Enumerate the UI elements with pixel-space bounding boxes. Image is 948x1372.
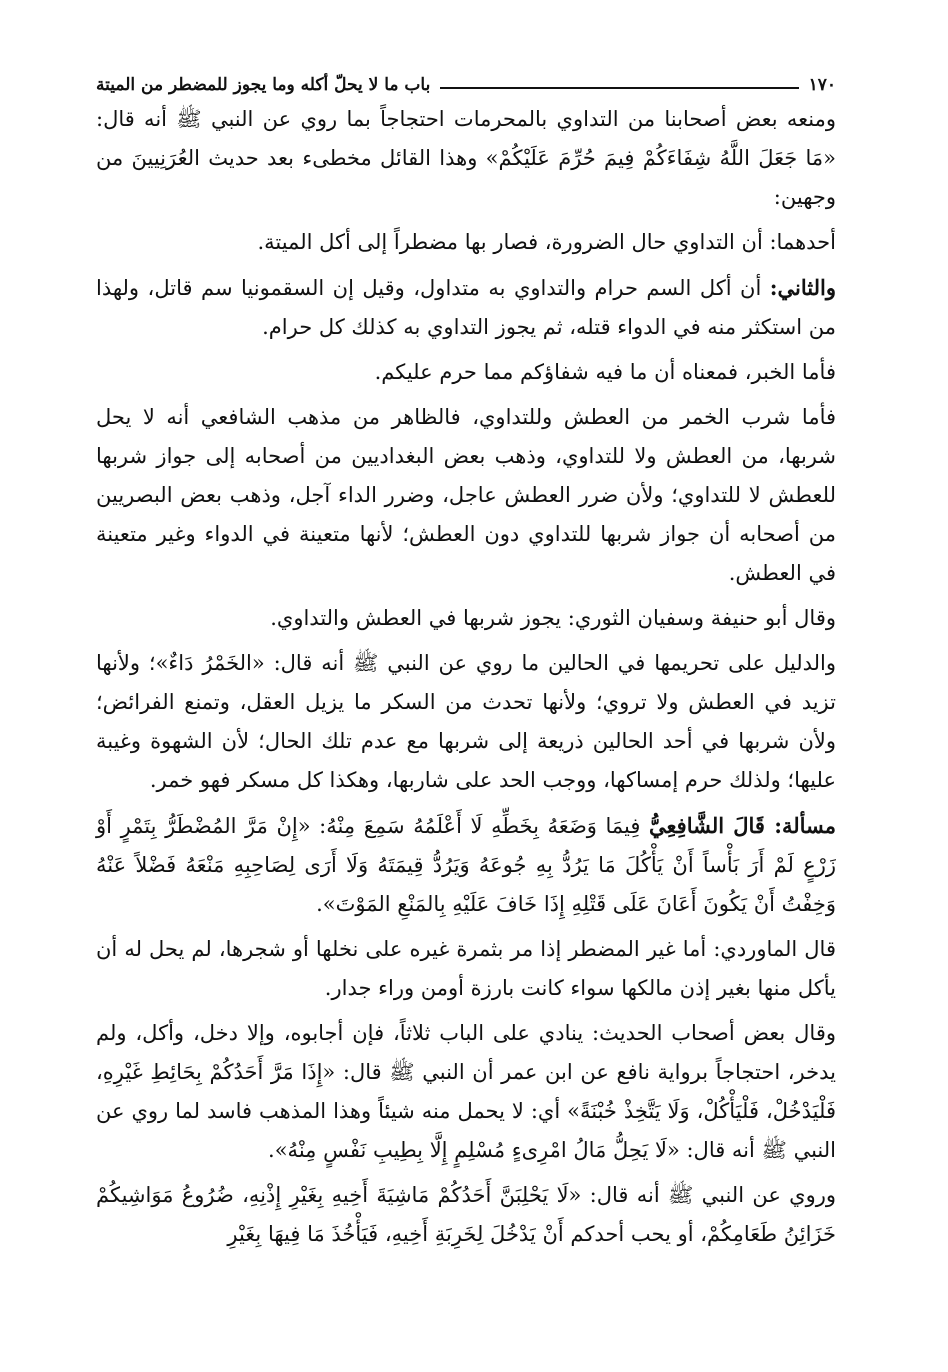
paragraph-7 [96,644,836,800]
paragraph-1 [96,100,836,217]
header-rule [440,87,798,89]
paragraph-text: ومنعه بعض أصحابنا من التداوي بالمحرمات احتجاجاً بما روي عن النبي ﷺ أنه قال: «مَا جَعَلَ اللَّهُ شِفَاءَكُمْ فِيمَ حُرِّمَ عَلَيْكُمْ» وهذا القائل مخطىء بعد حديث العُرَنِيينَ من وجهين: [96,107,836,209]
page-header [96,70,836,100]
paragraph-6 [96,599,836,638]
paragraph-text: قال الماوردي: أما غير المضطر إذا مر بثمرة غيره على نخلها أو شجرها، لم يحل له أن يأكل منها بغير إذن مالكها سواء كانت بارزة أومن وراء جدار. [96,937,836,1000]
page-number: ١٧٠ [808,75,836,95]
running-title: باب ما لا يحلّ أكله وما يجوز للمضطر من الميتة [96,75,431,95]
paragraph-11 [96,1176,836,1254]
paragraph-8-masala [96,806,836,924]
paragraph-text: أحدهما: أن التداوي حال الضرورة، فصار بها مضطراً إلى أكل الميتة. [257,230,836,254]
paragraph-text: فأما شرب الخمر من العطش وللتداوي، فالظاهر من مذهب الشافعي أنه لا يحل شربها، من العطش ولا للتداوي، وذهب بعض البغداديين من أصحابه إلى جواز شربها للعطش لا للتداوي؛ ولأن ضرر العطش عاجل، وضرر الداء آجل، وذهب بعض البصريين من أصحابه أن جواز شربها للتداوي دون العطش؛ لأنها متعينة في الدواء وغير متعينة في العطش. [96,405,836,585]
paragraph-2 [96,223,836,262]
paragraph-9 [96,930,836,1008]
paragraph-text: فِيمَا وَضَعَهُ بِخَطِّهِ لَا أَعْلَمُهُ سَمِعَ مِنْهُ: «إِنْ مَرَّ المُضْطَرُّ بِتَمْرٍ أَوْ زَرْعٍ لَمْ أَرَ بَأْساً أَنْ يَأْكُلَ مَا يَرُدُّ بِهِ جُوعَهُ وَيَرُدُّ قِيمَتَهُ وَلَا أَرَى لِصَاحِبِهِ مَنْعَهُ فَضْلاً عَنْهُ وَخِفْتُ أَنْ يَكُونَ أَعَانَ عَلَى قَتْلِهِ إِذَا خَافَ عَلَيْهِ بِالمَنْعِ المَوْتَ». [96,814,836,916]
paragraph-text: فأما الخبر، فمعناه أن ما فيه شفاؤكم مما حرم عليكم. [374,360,836,384]
paragraph-lead: والثاني: [769,275,836,300]
paragraph-5 [96,398,836,593]
paragraph-text: وروي عن النبي ﷺ أنه قال: «لَا يَحْلِبَنَّ أَحَدُكُمْ مَاشِيَةَ أَخِيهِ بِغَيْرِ إِذْنِهِ، ضُرُوعُ مَوَاشِيكُمْ خَزَائِنُ طَعَامِكُمْ، أو يحب أحدكم أَنْ يَدْخُلَ لِخَرِبَةِ أَخِيهِ، فَيَأْخُذَ مَا فِيهَا بِغَيْرِ [96,1183,836,1246]
masala-lead: مسألة: قَالَ الشَّافِعِيُّ [649,813,836,838]
paragraph-text: أن أكل السم حرام والتداوي به متداول، وقيل إن السقمونيا سم قاتل، ولهذا من استكثر منه في الدواء قتله، ثم يجوز التداوي به كذلك كل حرام. [96,276,836,339]
paragraph-text: وقال بعض أصحاب الحديث: ينادي على الباب ثلاثاً، فإن أجابوه، وإلا دخل، وأكل، ولم يدخر، احتجاجاً برواية نافع عن ابن عمر أن النبي ﷺ قال: «إِذَا مَرَّ أَحَدُكُمْ بِحَائِطِ غَيْرِهِ، فَلْيَدْخُلْ، فَلْيَأْكُلْ، وَلَا يَتَّخِذْ خُبْنَةً» أي: لا يحمل منه شيئاً وهذا المذهب فاسد لما روي عن النبي ﷺ أنه قال: «لَا يَحِلُّ مَالُ امْرِىءٍ مُسْلِمٍ إِلَّا بِطِيبِ نَفْسٍ مِنْهُ». [96,1021,836,1162]
book-page [96,70,836,1372]
paragraph-4 [96,353,836,392]
paragraph-text: والدليل على تحريمها في الحالين ما روي عن النبي ﷺ أنه قال: «الخَمْرُ دَاءٌ»؛ ولأنها تزيد في العطش ولا تروي؛ ولأنها تحدث من السكر ما يزيل العقل، وتمنع الفرائض؛ ولأن شربها في أحد الحالين ذريعة إلى شربها مع عدم تلك الحال؛ لأن الشهوة وغيبة عليها؛ ولذلك حرم إمساكها، ووجب الحد على شاربها، وهكذا كل مسكر فهو خمر. [96,651,836,792]
paragraph-10 [96,1014,836,1170]
paragraph-text: وقال أبو حنيفة وسفيان الثوري: يجوز شربها في العطش والتداوي. [270,606,836,630]
paragraph-3 [96,268,836,347]
